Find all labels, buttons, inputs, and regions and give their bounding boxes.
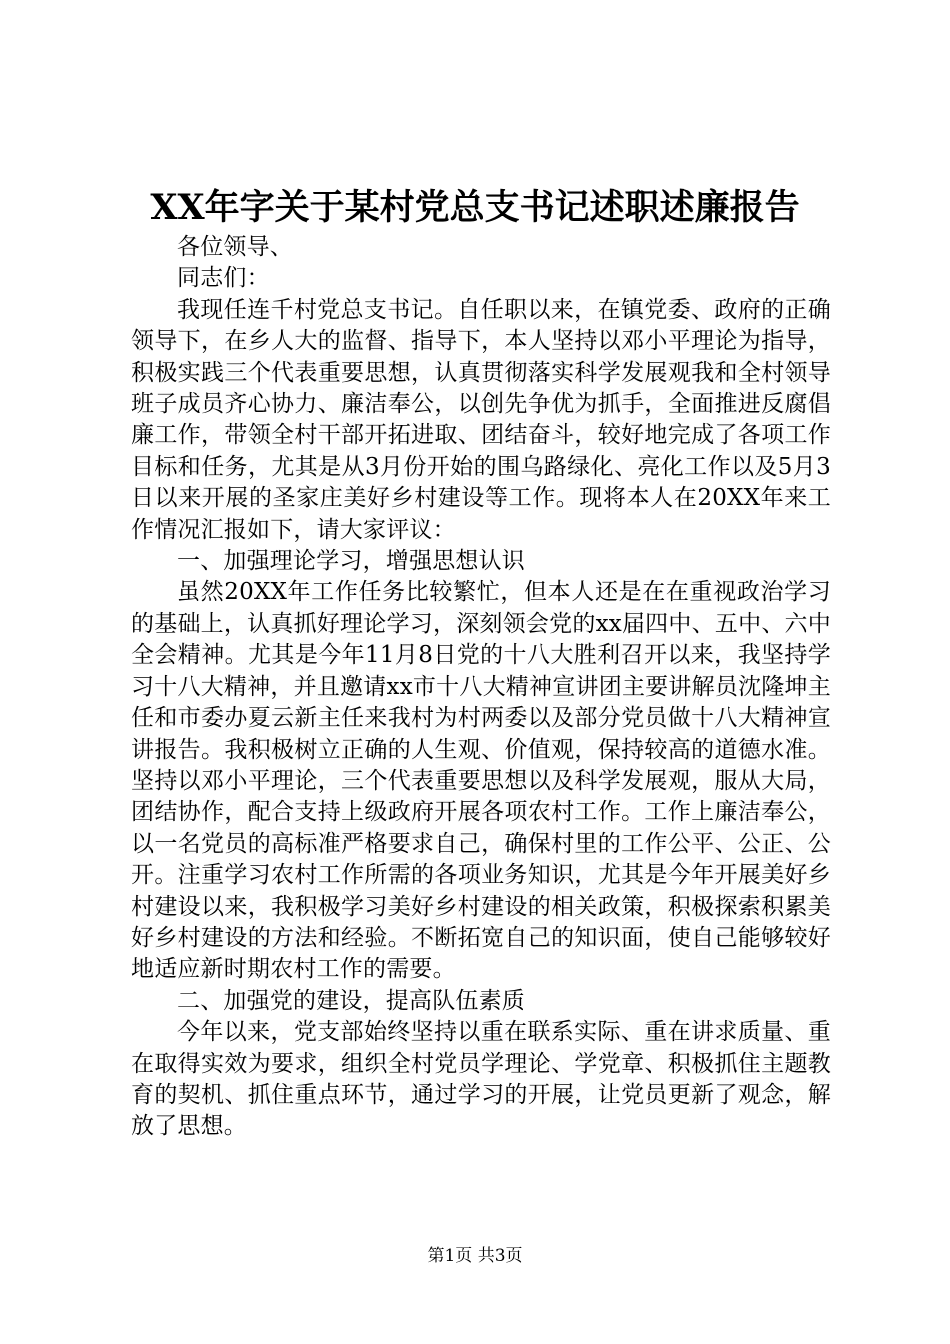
salutation-leaders: 各位领导、 [177, 234, 293, 260]
page-footer: 第1页 共3页 [427, 1246, 523, 1266]
section-paragraph-1: 虽然20XX年工作任务比较繁忙，但本人还是在在重视政治学习的基础上，认真抓好理论学习，深刻领会党的xx届四中、五中、六中全会精神。尤其是今年11月8日党的十八大胜利召开以来，我坚持学习十八大精神，并且邀请xx市十八大精神宣讲团主要讲解员沈隆坤主任和市委办夏云新主任来我村为村两委以及部分党员做十八大精神宣讲报告。我积极树立正确的人生观、价值观，保持较高的道德水准。坚持以邓小平理论，三个代表重要思想以及科学发展观，服从大局，团结协作，配合支持上级政府开展各项农村工作。工作上廉洁奉公，以一名党员的高标准严格要求自己，确保村里的工作公平、公正、公开。注重学习农村工作所需的各项业务知识，尤其是今年开展美好乡村建设以来，我积极学习美好乡村建设的相关政策，积极探索积累美好乡村建设的方法和经验。不断拓宽自己的知识面，使自己能够较好地适应新时期农村工作的需要。 [131, 579, 831, 983]
document-body [131, 232, 831, 1143]
section-paragraph-2: 今年以来，党支部始终坚持以重在联系实际、重在讲求质量、重在取得实效为要求，组织全村党员学理论、学党章、积极抓住主题教育的契机、抓住重点环节，通过学习的开展，让党员更新了观念，解放了思想。 [131, 1019, 831, 1140]
section-heading-2: 二、加强党的建设，提高队伍素质 [177, 987, 525, 1014]
salutation-comrades: 同志们： [177, 265, 270, 292]
document-title: XX年字关于某村党总支书记述职述廉报告 [150, 187, 800, 228]
section-heading-1: 一、加强理论学习，增强思想认识 [177, 548, 525, 575]
intro-paragraph: 我现任连千村党总支书记。自任职以来，在镇党委、政府的正确领导下，在乡人大的监督、指导下，本人坚持以邓小平理论为指导，积极实践三个代表重要思想，认真贯彻落实科学发展观我和全村领导班子成员齐心协力、廉洁奉公，以创先争优为抓手，全面推进反腐倡廉工作，带领全村干部开拓进取、团结奋斗，较好地完成了各项工作目标和任务，尤其是从3月份开始的围乌路绿化、亮化工作以及5月3日以来开展的圣家庄美好乡村建设等工作。现将本人在20XX年来工作情况汇报如下，请大家评议： [131, 296, 831, 543]
